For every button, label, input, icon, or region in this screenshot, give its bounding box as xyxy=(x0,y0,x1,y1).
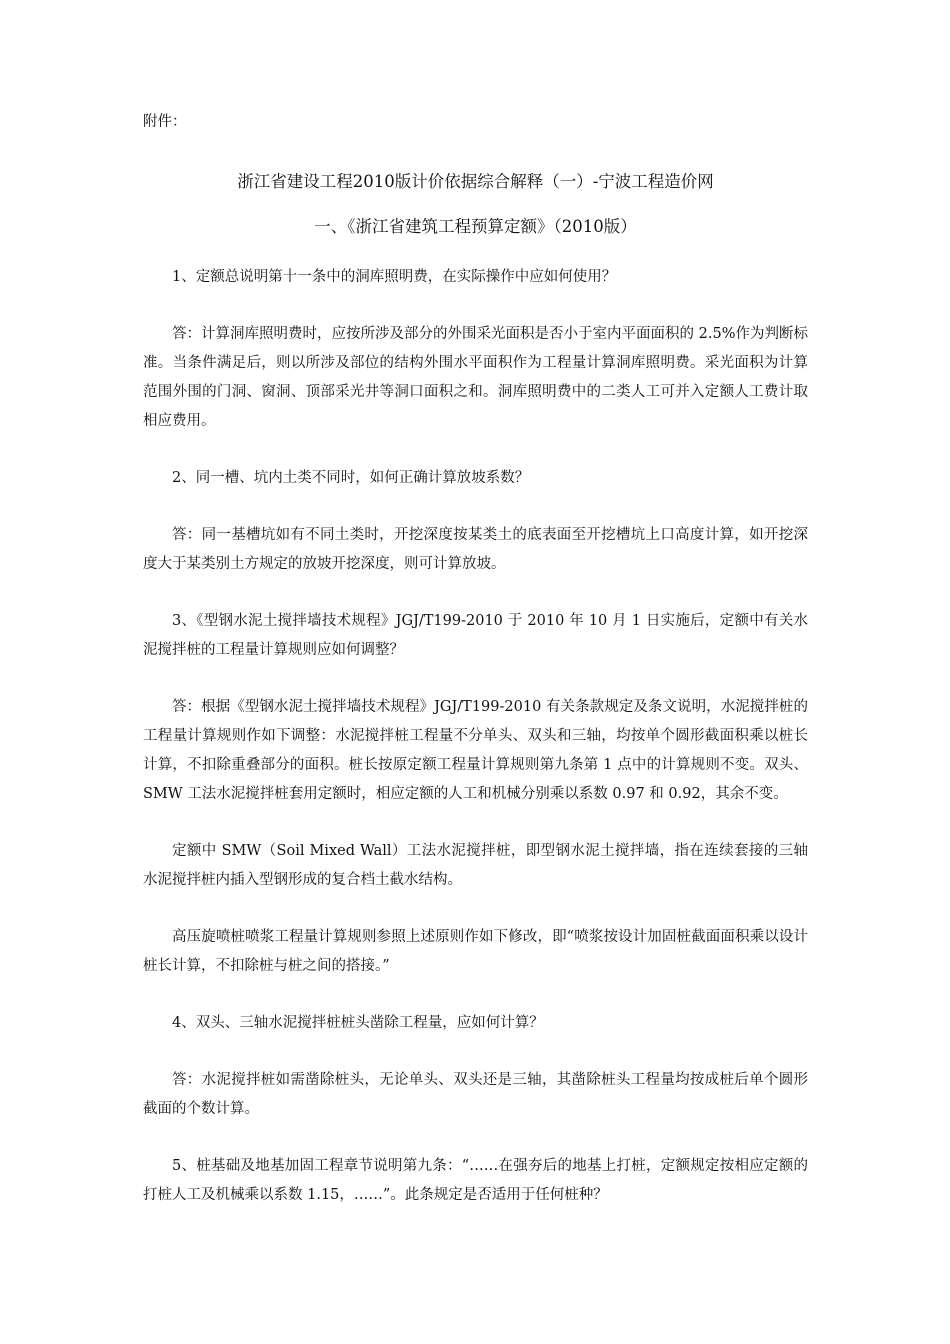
document-title: 浙江省建设工程2010版计价依据综合解释（一）-宁波工程造价网 xyxy=(237,172,714,191)
smw-note: 定额中 SMW（Soil Mixed Wall）工法水泥搅拌桩，即型钢水泥土搅拌墙，指在连续套接的三轴水泥搅拌桩内插入型钢形成的复合档土截水结构。 xyxy=(143,843,808,888)
section-title: 一、《浙江省建筑工程预算定额》（2010版） xyxy=(314,217,637,236)
attachment-label: 附件： xyxy=(143,114,187,130)
question-3: 3、《型钢水泥土搅拌墙技术规程》JGJ/T199-2010 于 2010 年 10 月 1 日实施后，定额中有关水泥搅拌桩的工程量计算规则应如何调整？ xyxy=(143,613,808,658)
answer-4: 答：水泥搅拌桩如需凿除桩头，无论单头、双头还是三轴，其凿除桩头工程量均按成桩后单个圆形截面的个数计算。 xyxy=(143,1072,808,1117)
question-1: 1、定额总说明第十一条中的洞库照明费，在实际操作中应如何使用？ xyxy=(172,269,617,285)
answer-1: 答：计算洞库照明费时，应按所涉及部分的外围采光面积是否小于室内平面面积的 2.5%作为判断标准。当条件满足后，则以所涉及部位的结构外围水平面积作为工程量计算洞库照明费。采光面积为计算范围外围的门洞、窗洞、顶部采光井等洞口面积之和。洞库照明费中的二类人工可并入定额人工费计取相应费用。 xyxy=(143,326,808,429)
question-2: 2、同一槽、坑内土类不同时，如何正确计算放坡系数？ xyxy=(172,470,530,486)
question-5: 5、桩基础及地基加固工程章节说明第九条：“……在强夯后的地基上打桩，定额规定按相应定额的打桩人工及机械乘以系数 1.15，……”。此条规定是否适用于任何桩种？ xyxy=(143,1158,808,1203)
answer-3: 答：根据《型钢水泥土搅拌墙技术规程》JGJ/T199-2010 有关条款规定及条文说明，水泥搅拌桩的工程量计算规则作如下调整：水泥搅拌桩工程量不分单头、双头和三轴，均按单个圆形截面积乘以桩长计算，不扣除重叠部分的面积。桩长按原定额工程量计算规则第九条第 1 点中的计算规则不变。双头、SMW 工法水泥搅拌桩套用定额时，相应定额的人工和机械分别乘以系数 0.97 和 0.92，其余不变。 xyxy=(143,699,808,802)
answer-2: 答：同一基槽坑如有不同土类时，开挖深度按某类土的底表面至开挖槽坑上口高度计算，如开挖深度大于某类别土方规定的放坡开挖深度，则可计算放坡。 xyxy=(143,527,808,572)
jet-grouting-note: 高压旋喷桩喷浆工程量计算规则参照上述原则作如下修改，即“喷浆按设计加固桩截面面积乘以设计桩长计算，不扣除桩与桩之间的搭接。” xyxy=(143,929,808,974)
document-body xyxy=(143,108,808,1210)
question-4: 4、双头、三轴水泥搅拌桩桩头凿除工程量，应如何计算？ xyxy=(172,1015,544,1031)
